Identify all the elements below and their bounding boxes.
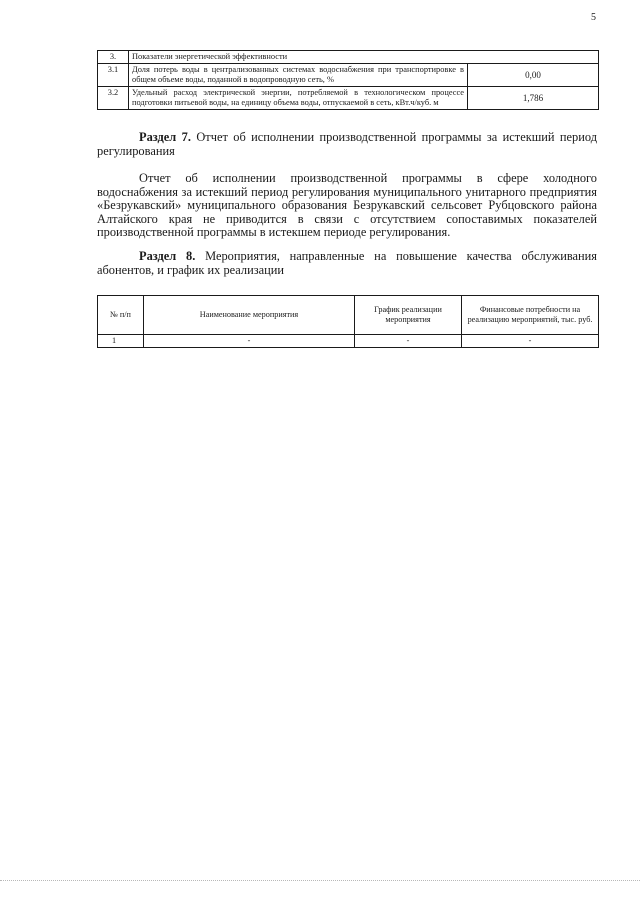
section-8-heading [97, 250, 597, 277]
cell-num: 1 [98, 335, 144, 348]
section-8-title: Мероприятия, направленные на повышение качества обслуживания абонентов, и график их реализации [97, 249, 597, 277]
row-number: 3.1 [98, 64, 129, 87]
energy-indicators-table [97, 50, 599, 110]
section-7-label: Раздел 7. [139, 130, 191, 144]
events-table [97, 295, 599, 348]
row-value: 0,00 [468, 64, 599, 87]
section-7-body: Отчет об исполнении производственной программы в сфере холодного водоснабжения за истекший период регулирования муниципального унитарного предприятия «Безрукавский» муниципального образования Безрукавский сельсовет Рубцовского района Алтайского края не приводится в связи с отсутствием сопоставимых показателей производственной программы в истекшем периоде регулирования. [97, 171, 597, 240]
row-value: 1,786 [468, 87, 599, 110]
header-name: Наименование мероприятия [144, 296, 355, 335]
header-finance: Финансовые потребности на реализацию мероприятий, тыс. руб. [462, 296, 599, 335]
table-header-row [98, 296, 599, 335]
page-number: 5 [591, 12, 596, 23]
cell-finance: - [462, 335, 599, 348]
cell-name: - [144, 335, 355, 348]
section-7-title: Отчет об исполнении производственной программы за истекший период регулирования [97, 130, 598, 158]
header-schedule: График реализации мероприятия [355, 296, 462, 335]
table-row [98, 87, 599, 110]
row-name: Удельный расход электрической энергии, потребляемой в технологическом процессе подготовки питьевой воды, на единицу объема воды, отпускаемой в сеть, кВт.ч/куб. м [129, 87, 468, 110]
row-number: 3.2 [98, 87, 129, 110]
header-num: № п/п [98, 296, 144, 335]
row-number: 3. [98, 51, 129, 64]
table-row [98, 335, 599, 348]
cell-schedule: - [355, 335, 462, 348]
footer-divider [0, 880, 640, 881]
section-8-label: Раздел 8. [139, 249, 196, 263]
section-7-heading [97, 131, 597, 158]
row-name: Показатели энергетической эффективности [129, 51, 599, 64]
row-name: Доля потерь воды в централизованных системах водоснабжения при транспортировке в общем объеме воды, поданной в водопроводную сеть, % [129, 64, 468, 87]
table-row [98, 64, 599, 87]
table-row [98, 51, 599, 64]
